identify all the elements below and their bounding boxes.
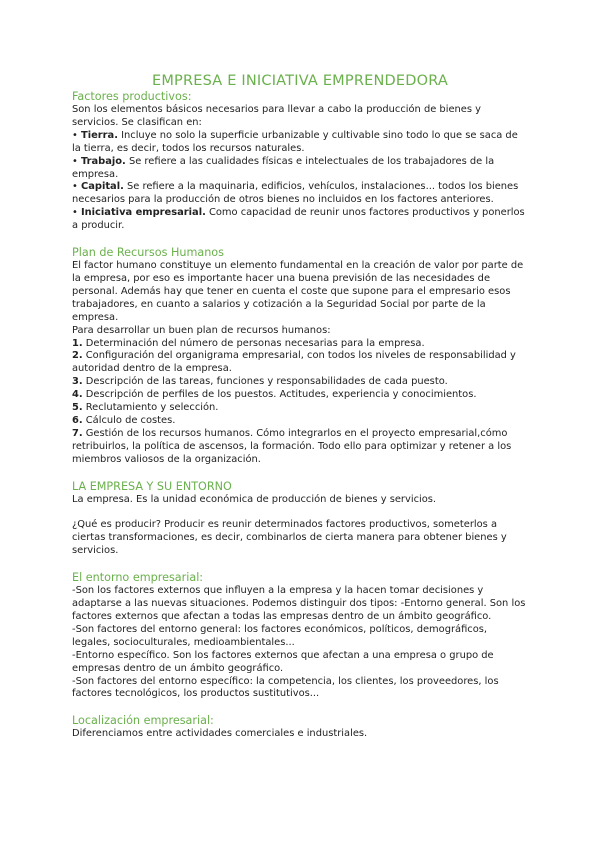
document-title: EMPRESA E INICIATIVA EMPRENDEDORA: [151, 73, 449, 89]
step-6: [72, 415, 528, 428]
paragraph-entorno-4: -Son factores del entorno específico: la competencia, los clientes, los proveedores, los factores tecnológicos, los productos sustitutivos...: [72, 675, 499, 700]
item-text: Incluye no solo la superficie urbanizable y cultivable sino todo lo que se saca de la tierra, es decir, todos los recursos naturales.: [72, 129, 518, 154]
step-text: Determinación del número de personas necesarias para la empresa.: [82, 337, 425, 349]
step-text: Descripción de las tareas, funciones y responsabilidades de cada puesto.: [82, 376, 448, 388]
step-number: 2.: [72, 350, 83, 362]
step-number: 7.: [72, 427, 83, 439]
heading-plan-rrhh: Plan de Recursos Humanos: [72, 246, 224, 260]
term-tierra: Tierra.: [80, 129, 118, 141]
list-item-trabajo: [72, 156, 528, 182]
bullet: •: [72, 207, 78, 219]
step-7: [72, 428, 528, 467]
heading-empresa-entorno: LA EMPRESA Y SU ENTORNO: [72, 479, 232, 493]
step-2: [72, 350, 528, 376]
heading-factores-productivos: Factores productivos:: [72, 90, 192, 103]
step-4: [72, 389, 528, 402]
step-text: Gestión de los recursos humanos. Cómo integrarlos en el proyecto empresarial,cómo retribuirlos, la política de ascensos, la formación. Todo ello para optimizar y retener a los miembros valiosos de la organización.: [72, 427, 512, 465]
paragraph-rrhh-plan: Para desarrollar un buen plan de recursos humanos:: [72, 324, 331, 336]
heading-localizacion: Localización empresarial:: [72, 714, 214, 728]
term-trabajo: Trabajo.: [80, 155, 126, 167]
list-item-iniciativa: [72, 207, 528, 233]
bullet: •: [72, 129, 78, 141]
step-text: Cálculo de costes.: [82, 414, 176, 426]
step-number: 6.: [72, 414, 83, 426]
list-item-tierra: [72, 130, 528, 156]
step-1: [72, 338, 528, 351]
step-text: Descripción de perfiles de los puestos. Actitudes, experiencia y conocimientos.: [82, 389, 477, 401]
paragraph-entorno-2: -Son factores del entorno general: los factores económicos, políticos, demográficos, legales, socioculturales, medioambientales...: [72, 623, 488, 648]
step-text: Configuración del organigrama empresarial, con todos los niveles de responsabilidad y autoridad dentro de la empresa.: [72, 350, 516, 375]
item-text: Se refiere a las cualidades físicas e intelectuales de los trabajadores de la empresa.: [72, 155, 495, 180]
step-3: [72, 376, 528, 389]
heading-entorno-empresarial: El entorno empresarial:: [72, 571, 204, 585]
paragraph-producir: ¿Qué es producir? Producir es reunir determinados factores productivos, someterlos a ciertas transformaciones, es decir, combinarlos de cierta manera para obtener bienes y servicios.: [72, 519, 507, 557]
term-iniciativa: Iniciativa empresarial.: [80, 207, 206, 219]
bullet: •: [72, 155, 78, 167]
paragraph-entorno-1: -Son los factores externos que influyen a la empresa y la hacen tomar decisiones y adaptarse a las nuevas situaciones. Podemos distinguir dos tipos: -Entorno general. Son los factores externos que afectan a todas las empresas dentro de un ámbito geográfico.: [72, 585, 526, 622]
step-text: Reclutamiento y selección.: [82, 402, 219, 414]
step-number: 3.: [72, 376, 83, 388]
paragraph-localizacion: Diferenciamos entre actividades comerciales e industriales.: [72, 728, 368, 740]
step-5: [72, 402, 528, 415]
list-item-capital: [72, 181, 528, 207]
paragraph-factores-intro: Son los elementos básicos necesarios para llevar a cabo la producción de bienes y servicios. Se clasifican en:: [72, 104, 481, 128]
item-text: Se refiere a la maquinaria, edificios, vehículos, instalaciones... todos los bienes necesarios para la producción de otros bienes no incluidos en los factores anteriores.: [72, 181, 519, 206]
step-number: 5.: [72, 402, 83, 414]
bullet: •: [72, 181, 78, 193]
step-number: 4.: [72, 389, 83, 401]
paragraph-empresa-def: La empresa. Es la unidad económica de producción de bienes y servicios.: [72, 493, 437, 505]
step-number: 1.: [72, 337, 83, 349]
term-capital: Capital.: [80, 181, 124, 193]
item-text: Como capacidad de reunir unos factores productivos y ponerlos a producir.: [72, 207, 525, 232]
paragraph-entorno-3: -Entorno específico. Son los factores externos que afectan a una empresa o grupo de empresas dentro de un ámbito geográfico.: [72, 649, 494, 674]
paragraph-rrhh-intro: El factor humano constituye un elemento fundamental en la creación de valor por parte de la empresa, por eso es importante hacer una buena previsión de las necesidades de personal. Además hay que tener en cuenta el coste que supone para el empresario esos trabajadores, en cuanto a salarios y cotización a la Seguridad Social por parte de la empresa.: [72, 260, 524, 323]
